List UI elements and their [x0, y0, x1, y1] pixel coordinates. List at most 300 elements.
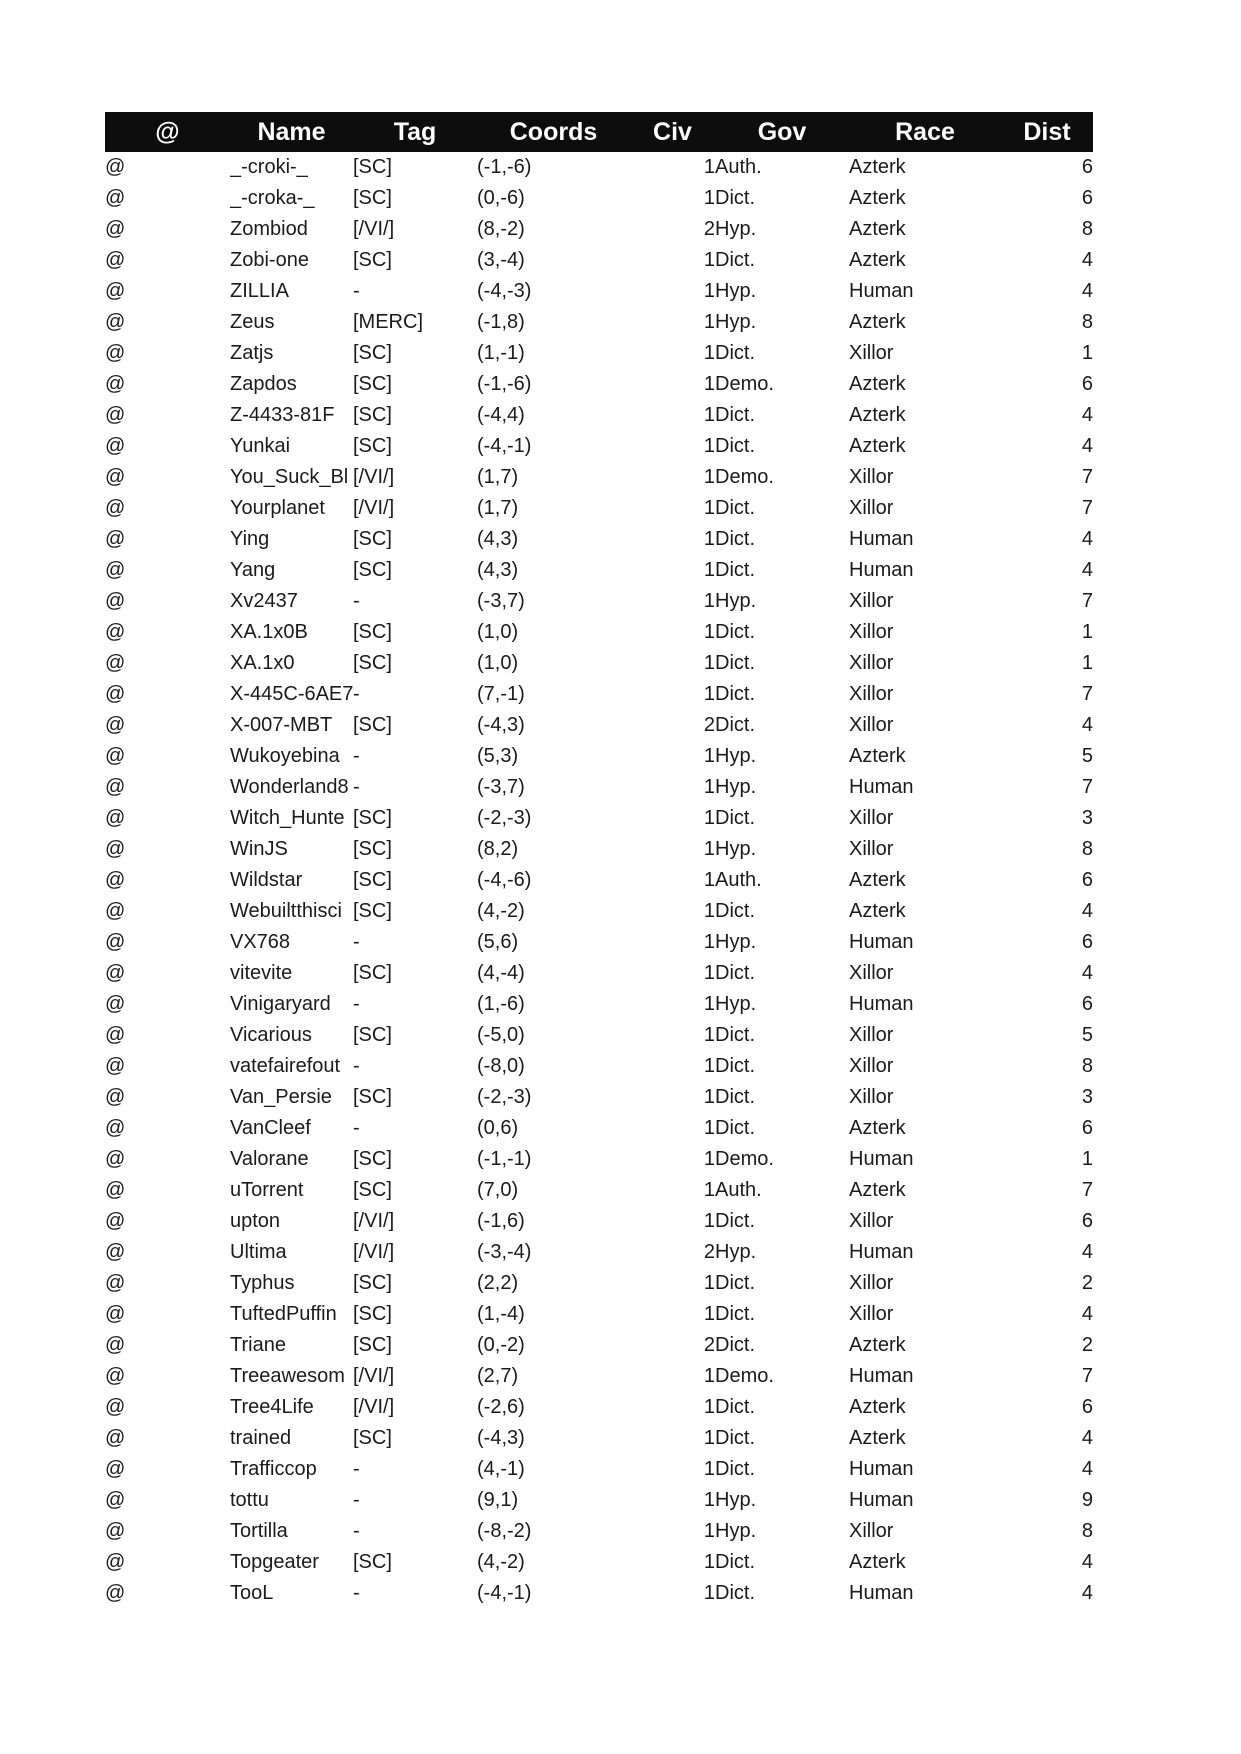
cell-at-marker: @: [105, 931, 126, 953]
cell-gov: Hyp.: [715, 776, 757, 798]
cell-at-marker: @: [105, 1241, 126, 1263]
cell-gov: Dict.: [715, 404, 755, 426]
cell-race: Azterk: [849, 1117, 906, 1139]
table-row: [105, 431, 1093, 462]
cell-gov: Demo.: [715, 466, 774, 488]
cell-alliance-tag: [SC]: [353, 559, 392, 581]
header-row: [105, 112, 1093, 152]
cell-civ: 1: [703, 1055, 715, 1077]
cell-dist: 7: [1081, 776, 1093, 798]
cell-gov: Dict.: [715, 900, 755, 922]
cell-player-name: uTorrent: [230, 1179, 304, 1201]
cell-player-name: Wukoyebina: [230, 745, 340, 767]
cell-gov: Dict.: [715, 1334, 755, 1356]
cell-dist: 4: [1081, 714, 1093, 736]
cell-player-name: Ying: [230, 528, 270, 550]
cell-alliance-tag: [/VI/]: [353, 1241, 395, 1263]
cell-race: Human: [849, 1241, 914, 1263]
cell-alliance-tag: [SC]: [353, 187, 392, 209]
cell-at-marker: @: [105, 1551, 126, 1573]
cell-civ: 1: [703, 621, 715, 643]
table-row: [105, 338, 1093, 369]
cell-coords: (2,2): [477, 1272, 519, 1294]
cell-alliance-tag: -: [353, 1489, 360, 1511]
cell-gov: Dict.: [715, 1117, 755, 1139]
cell-at-marker: @: [105, 497, 126, 519]
cell-gov: Dict.: [715, 1582, 755, 1604]
cell-race: Azterk: [849, 1179, 906, 1201]
cell-civ: 1: [703, 404, 715, 426]
cell-alliance-tag: [SC]: [353, 528, 392, 550]
cell-gov: Dict.: [715, 1303, 755, 1325]
cell-alliance-tag: [SC]: [353, 807, 392, 829]
cell-civ: 2: [703, 1334, 715, 1356]
cell-dist: 4: [1081, 1303, 1093, 1325]
cell-coords: (5,3): [477, 745, 519, 767]
cell-coords: (-3,-4): [477, 1241, 532, 1263]
cell-coords: (1,7): [477, 497, 519, 519]
table-row: [105, 834, 1093, 865]
cell-gov: Hyp.: [715, 218, 757, 240]
cell-dist: 7: [1081, 497, 1093, 519]
cell-civ: 1: [703, 1272, 715, 1294]
cell-dist: 7: [1081, 466, 1093, 488]
cell-player-name: Zatjs: [230, 342, 274, 364]
cell-gov: Auth.: [715, 869, 762, 891]
cell-race: Xillor: [849, 838, 894, 860]
col-header-tag: Tag: [353, 112, 477, 152]
cell-at-marker: @: [105, 1427, 126, 1449]
cell-dist: 7: [1081, 683, 1093, 705]
cell-coords: (-3,7): [477, 776, 525, 798]
cell-race: Human: [849, 1582, 914, 1604]
cell-alliance-tag: [SC]: [353, 1272, 392, 1294]
cell-at-marker: @: [105, 156, 126, 178]
cell-civ: 2: [703, 714, 715, 736]
cell-dist: 4: [1081, 559, 1093, 581]
cell-civ: 1: [703, 962, 715, 984]
table-row: [105, 524, 1093, 555]
table-row: [105, 493, 1093, 524]
cell-race: Human: [849, 1458, 914, 1480]
cell-coords: (-1,-6): [477, 156, 532, 178]
cell-civ: 1: [703, 931, 715, 953]
cell-coords: (-3,7): [477, 590, 525, 612]
cell-gov: Hyp.: [715, 745, 757, 767]
cell-gov: Dict.: [715, 1427, 755, 1449]
cell-dist: 7: [1081, 590, 1093, 612]
cell-alliance-tag: [SC]: [353, 435, 392, 457]
cell-dist: 4: [1081, 435, 1093, 457]
cell-player-name: _-croki-_: [230, 156, 308, 178]
cell-dist: 4: [1081, 1241, 1093, 1263]
cell-alliance-tag: [/VI/]: [353, 1365, 395, 1387]
table-row: [105, 1454, 1093, 1485]
cell-alliance-tag: [SC]: [353, 621, 392, 643]
cell-at-marker: @: [105, 311, 126, 333]
table-row: [105, 710, 1093, 741]
cell-player-name: trained: [230, 1427, 292, 1449]
cell-civ: 1: [703, 1520, 715, 1542]
cell-dist: 4: [1081, 404, 1093, 426]
cell-gov: Demo.: [715, 1365, 774, 1387]
cell-coords: (-1,-6): [477, 373, 532, 395]
cell-at-marker: @: [105, 373, 126, 395]
cell-civ: 1: [703, 187, 715, 209]
cell-at-marker: @: [105, 714, 126, 736]
table-row: [105, 1268, 1093, 1299]
table-row: [105, 1051, 1093, 1082]
cell-coords: (2,7): [477, 1365, 519, 1387]
cell-race: Human: [849, 1148, 914, 1170]
cell-civ: 1: [703, 1086, 715, 1108]
cell-alliance-tag: [SC]: [353, 1334, 392, 1356]
cell-dist: 6: [1081, 1210, 1093, 1232]
cell-player-name: TooL: [230, 1582, 274, 1604]
cell-civ: 1: [703, 342, 715, 364]
cell-alliance-tag: -: [353, 1117, 360, 1139]
cell-race: Human: [849, 931, 914, 953]
cell-at-marker: @: [105, 1086, 126, 1108]
table-row: [105, 896, 1093, 927]
cell-at-marker: @: [105, 187, 126, 209]
cell-coords: (8,2): [477, 838, 519, 860]
cell-gov: Dict.: [715, 1551, 755, 1573]
table-row: [105, 183, 1093, 214]
cell-gov: Hyp.: [715, 590, 757, 612]
table-row: [105, 1423, 1093, 1454]
cell-coords: (-4,-6): [477, 869, 532, 891]
cell-at-marker: @: [105, 1303, 126, 1325]
table-row: [105, 1516, 1093, 1547]
cell-dist: 8: [1081, 311, 1093, 333]
cell-at-marker: @: [105, 621, 126, 643]
cell-gov: Dict.: [715, 714, 755, 736]
cell-at-marker: @: [105, 404, 126, 426]
cell-at-marker: @: [105, 342, 126, 364]
cell-gov: Hyp.: [715, 1241, 757, 1263]
table-row: [105, 1392, 1093, 1423]
cell-dist: 1: [1081, 342, 1093, 364]
cell-at-marker: @: [105, 807, 126, 829]
cell-race: Xillor: [849, 621, 894, 643]
cell-alliance-tag: [SC]: [353, 1148, 392, 1170]
cell-race: Xillor: [849, 466, 894, 488]
cell-at-marker: @: [105, 559, 126, 581]
cell-civ: 1: [703, 435, 715, 457]
cell-player-name: upton: [230, 1210, 281, 1232]
table-row: [105, 586, 1093, 617]
cell-alliance-tag: [SC]: [353, 900, 392, 922]
cell-alliance-tag: [MERC]: [353, 311, 423, 333]
cell-race: Azterk: [849, 1427, 906, 1449]
cell-civ: 1: [703, 1148, 715, 1170]
cell-civ: 1: [703, 1551, 715, 1573]
cell-coords: (9,1): [477, 1489, 519, 1511]
col-header-coords: Coords: [477, 112, 630, 152]
cell-race: Azterk: [849, 218, 906, 240]
cell-gov: Dict.: [715, 652, 755, 674]
cell-player-name: VX768: [230, 931, 291, 953]
cell-dist: 4: [1081, 900, 1093, 922]
cell-gov: Dict.: [715, 1396, 755, 1418]
cell-gov: Dict.: [715, 621, 755, 643]
cell-player-name: Z-4433-81F: [230, 404, 335, 426]
cell-civ: 1: [703, 869, 715, 891]
cell-coords: (-2,6): [477, 1396, 525, 1418]
cell-player-name: XA.1x0B: [230, 621, 308, 643]
cell-coords: (-4,3): [477, 714, 525, 736]
cell-dist: 6: [1081, 869, 1093, 891]
cell-alliance-tag: [/VI/]: [353, 1210, 395, 1232]
cell-player-name: Tortilla: [230, 1520, 288, 1542]
cell-race: Azterk: [849, 187, 906, 209]
cell-gov: Dict.: [715, 187, 755, 209]
cell-race: Human: [849, 776, 914, 798]
cell-civ: 1: [703, 838, 715, 860]
cell-coords: (8,-2): [477, 218, 525, 240]
cell-race: Human: [849, 1365, 914, 1387]
cell-alliance-tag: [SC]: [353, 1179, 392, 1201]
cell-gov: Hyp.: [715, 280, 757, 302]
cell-player-name: Zobi-one: [230, 249, 309, 271]
cell-dist: 4: [1081, 280, 1093, 302]
cell-civ: 1: [703, 745, 715, 767]
cell-civ: 1: [703, 776, 715, 798]
cell-race: Azterk: [849, 1396, 906, 1418]
cell-dist: 1: [1081, 1148, 1093, 1170]
table-row: [105, 772, 1093, 803]
cell-coords: (0,6): [477, 1117, 519, 1139]
cell-race: Azterk: [849, 435, 906, 457]
cell-player-name: Yourplanet: [230, 497, 325, 519]
cell-at-marker: @: [105, 1117, 126, 1139]
cell-gov: Hyp.: [715, 311, 757, 333]
cell-alliance-tag: -: [353, 1582, 360, 1604]
cell-dist: 8: [1081, 1055, 1093, 1077]
cell-race: Xillor: [849, 1303, 894, 1325]
cell-coords: (7,-1): [477, 683, 525, 705]
cell-gov: Dict.: [715, 249, 755, 271]
cell-player-name: Vinigaryard: [230, 993, 331, 1015]
cell-alliance-tag: -: [353, 683, 360, 705]
table-row: [105, 989, 1093, 1020]
cell-civ: 1: [703, 683, 715, 705]
table-row: [105, 648, 1093, 679]
cell-coords: (1,-6): [477, 993, 525, 1015]
table-row: [105, 1020, 1093, 1051]
table-body: [105, 152, 1093, 1609]
cell-civ: 1: [703, 1179, 715, 1201]
cell-gov: Hyp.: [715, 931, 757, 953]
table-row: [105, 803, 1093, 834]
col-header-gov: Gov: [715, 112, 849, 152]
cell-player-name: Typhus: [230, 1272, 295, 1294]
cell-civ: 1: [703, 807, 715, 829]
cell-gov: Auth.: [715, 1179, 762, 1201]
cell-gov: Dict.: [715, 1458, 755, 1480]
cell-race: Xillor: [849, 714, 894, 736]
cell-at-marker: @: [105, 1272, 126, 1294]
cell-dist: 4: [1081, 528, 1093, 550]
table-row: [105, 1485, 1093, 1516]
table-row: [105, 369, 1093, 400]
cell-at-marker: @: [105, 590, 126, 612]
table-row: [105, 1206, 1093, 1237]
cell-player-name: Valorane: [230, 1148, 309, 1170]
cell-alliance-tag: -: [353, 776, 360, 798]
cell-alliance-tag: [/VI/]: [353, 466, 395, 488]
cell-at-marker: @: [105, 1458, 126, 1480]
cell-at-marker: @: [105, 1489, 126, 1511]
cell-gov: Hyp.: [715, 1520, 757, 1542]
table-row: [105, 1330, 1093, 1361]
cell-coords: (-1,8): [477, 311, 525, 333]
cell-coords: (-1,6): [477, 1210, 525, 1232]
table-row: [105, 1361, 1093, 1392]
cell-at-marker: @: [105, 1396, 126, 1418]
cell-civ: 1: [703, 497, 715, 519]
cell-player-name: Webuiltthisci: [230, 900, 342, 922]
cell-player-name: Trafficcop: [230, 1458, 317, 1480]
cell-dist: 2: [1081, 1334, 1093, 1356]
cell-at-marker: @: [105, 962, 126, 984]
table-row: [105, 1237, 1093, 1268]
cell-civ: 1: [703, 590, 715, 612]
cell-dist: 1: [1081, 652, 1093, 674]
col-header-dist: Dist: [1001, 112, 1093, 152]
cell-civ: 1: [703, 1303, 715, 1325]
cell-at-marker: @: [105, 1055, 126, 1077]
cell-alliance-tag: [SC]: [353, 373, 392, 395]
cell-coords: (4,-1): [477, 1458, 525, 1480]
cell-dist: 4: [1081, 1458, 1093, 1480]
cell-race: Xillor: [849, 652, 894, 674]
cell-at-marker: @: [105, 745, 126, 767]
cell-alliance-tag: [SC]: [353, 838, 392, 860]
table-row: [105, 400, 1093, 431]
cell-civ: 1: [703, 466, 715, 488]
cell-player-name: Wonderland8: [230, 776, 349, 798]
cell-alliance-tag: -: [353, 1055, 360, 1077]
cell-gov: Dict.: [715, 807, 755, 829]
cell-alliance-tag: -: [353, 993, 360, 1015]
cell-dist: 5: [1081, 1024, 1093, 1046]
cell-alliance-tag: [SC]: [353, 869, 392, 891]
cell-civ: 1: [703, 1024, 715, 1046]
table-row: [105, 958, 1093, 989]
cell-dist: 4: [1081, 249, 1093, 271]
cell-alliance-tag: [SC]: [353, 1024, 392, 1046]
cell-civ: 2: [703, 218, 715, 240]
cell-civ: 1: [703, 528, 715, 550]
cell-civ: 1: [703, 1365, 715, 1387]
cell-coords: (-4,-1): [477, 1582, 532, 1604]
cell-coords: (5,6): [477, 931, 519, 953]
cell-at-marker: @: [105, 838, 126, 860]
cell-coords: (1,7): [477, 466, 519, 488]
table-row: [105, 245, 1093, 276]
cell-race: Azterk: [849, 156, 906, 178]
cell-race: Xillor: [849, 1086, 894, 1108]
cell-at-marker: @: [105, 528, 126, 550]
cell-player-name: VanCleef: [230, 1117, 311, 1139]
cell-coords: (4,-2): [477, 900, 525, 922]
cell-dist: 8: [1081, 838, 1093, 860]
cell-coords: (4,-2): [477, 1551, 525, 1573]
cell-at-marker: @: [105, 869, 126, 891]
cell-coords: (-4,4): [477, 404, 525, 426]
cell-gov: Hyp.: [715, 993, 757, 1015]
cell-gov: Dict.: [715, 435, 755, 457]
cell-player-name: XA.1x0: [230, 652, 295, 674]
cell-civ: 1: [703, 249, 715, 271]
cell-alliance-tag: -: [353, 1458, 360, 1480]
cell-gov: Hyp.: [715, 1489, 757, 1511]
cell-race: Human: [849, 528, 914, 550]
cell-civ: 1: [703, 652, 715, 674]
cell-dist: 6: [1081, 993, 1093, 1015]
cell-coords: (-8,0): [477, 1055, 525, 1077]
cell-at-marker: @: [105, 218, 126, 240]
table-row: [105, 276, 1093, 307]
cell-dist: 6: [1081, 1396, 1093, 1418]
cell-alliance-tag: [SC]: [353, 1427, 392, 1449]
cell-dist: 6: [1081, 931, 1093, 953]
cell-dist: 6: [1081, 187, 1093, 209]
col-header-name: Name: [230, 112, 353, 152]
cell-player-name: Witch_Hunte: [230, 807, 345, 829]
cell-gov: Dict.: [715, 528, 755, 550]
cell-alliance-tag: [SC]: [353, 249, 392, 271]
cell-player-name: Treeawesom: [230, 1365, 345, 1387]
cell-coords: (1,-4): [477, 1303, 525, 1325]
cell-dist: 3: [1081, 1086, 1093, 1108]
cell-at-marker: @: [105, 249, 126, 271]
cell-coords: (0,-2): [477, 1334, 525, 1356]
cell-gov: Demo.: [715, 373, 774, 395]
table-row: [105, 214, 1093, 245]
cell-dist: 6: [1081, 1117, 1093, 1139]
cell-race: Xillor: [849, 1520, 894, 1542]
cell-race: Azterk: [849, 1334, 906, 1356]
cell-at-marker: @: [105, 652, 126, 674]
col-header-race: Race: [849, 112, 1001, 152]
cell-coords: (1,-1): [477, 342, 525, 364]
cell-dist: 6: [1081, 373, 1093, 395]
cell-at-marker: @: [105, 1179, 126, 1201]
cell-player-name: Van_Persie: [230, 1086, 332, 1108]
cell-race: Xillor: [849, 497, 894, 519]
cell-gov: Dict.: [715, 1024, 755, 1046]
cell-civ: 1: [703, 1458, 715, 1480]
cell-coords: (-2,-3): [477, 1086, 532, 1108]
cell-player-name: Zapdos: [230, 373, 297, 395]
cell-race: Xillor: [849, 342, 894, 364]
cell-coords: (-1,-1): [477, 1148, 532, 1170]
cell-player-name: WinJS: [230, 838, 288, 860]
cell-dist: 1: [1081, 621, 1093, 643]
table-row: [105, 927, 1093, 958]
cell-civ: 1: [703, 156, 715, 178]
cell-at-marker: @: [105, 1365, 126, 1387]
cell-dist: 2: [1081, 1272, 1093, 1294]
cell-player-name: Yunkai: [230, 435, 291, 457]
cell-dist: 5: [1081, 745, 1093, 767]
cell-race: Xillor: [849, 590, 894, 612]
table-row: [105, 462, 1093, 493]
cell-alliance-tag: [/VI/]: [353, 497, 395, 519]
